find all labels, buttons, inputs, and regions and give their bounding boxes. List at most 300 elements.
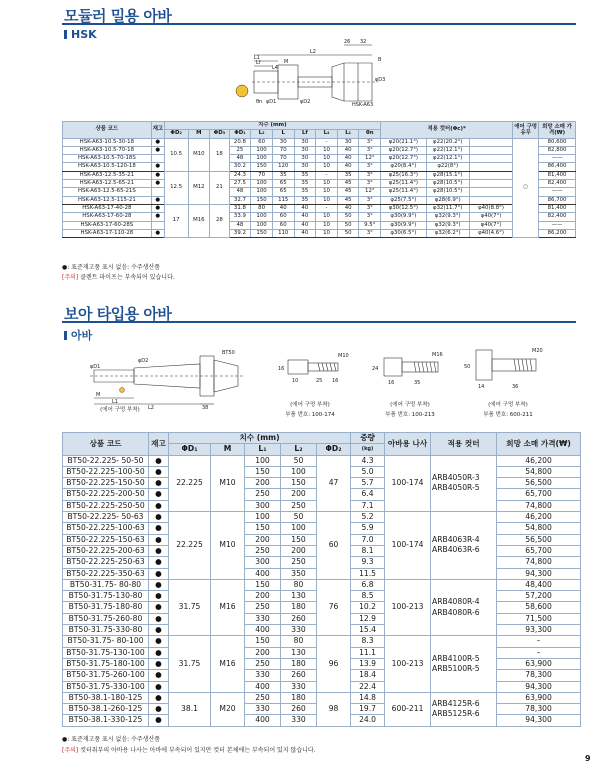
bolt-m10-dim-10: 10 (292, 378, 299, 384)
dim-lf: 40 (294, 229, 316, 237)
stock-mark: ● (149, 568, 169, 579)
section1-caution (62, 272, 175, 281)
dim-l1: 45 (337, 188, 359, 196)
bt-hdr-l1: L₁ (245, 444, 281, 455)
bt50-table-row (63, 692, 581, 703)
bolt-m16-part: 부품 번호: 100-213 (385, 412, 435, 418)
dim-l2: 180 (281, 658, 317, 669)
section2-caution-text: 컷터취부의 아바용 나사는 아바에 부속되어 있지만 컷터 본체에는 부속되어 있지 않습니다. (80, 747, 316, 754)
cutter-c3 (469, 146, 512, 154)
dim-d1: 33.9 (229, 213, 251, 221)
hdr-dims: 치수 (mm) (164, 122, 380, 130)
hdr-m: M (188, 130, 210, 138)
dim-l1: 40 (337, 204, 359, 212)
dim-d2: 17 (164, 204, 188, 237)
price: 54,800 (497, 466, 581, 477)
coolant-pipe-icon (236, 85, 248, 97)
dim-m: M16 (188, 204, 210, 237)
cutter-code: ARB4063R-6 (432, 545, 480, 555)
hdr-cutter: 적용 컷터(Φc)* (381, 122, 513, 139)
dim-d2: 60 (317, 512, 351, 580)
dim-l1: 150 (245, 636, 281, 647)
dim-l1: 250 (245, 489, 281, 500)
cutter-c3: φ40(4.6°) (469, 229, 512, 237)
price: 80,600 (539, 138, 576, 146)
bolt-m10-dim-16: 16 (278, 366, 285, 372)
stock-mark: ● (151, 163, 164, 171)
dim-lf: 35 (294, 196, 316, 204)
weight: 12.9 (351, 613, 385, 624)
dim-l: 35 (272, 171, 294, 179)
dim-d1: 24.3 (229, 171, 251, 179)
stock-mark: ● (151, 171, 164, 179)
stock-mark: ● (151, 196, 164, 204)
dim-l1: 50 (337, 213, 359, 221)
dim-l: 60 (272, 221, 294, 229)
product-code: BT50-31.75-260-100 (63, 670, 149, 681)
dim-d1: 31.8 (229, 204, 251, 212)
bolt-m20-drawing (462, 342, 552, 394)
dim-d1: 31.75 (169, 636, 211, 692)
weight: 6.8 (351, 579, 385, 590)
bt-hdr-weight: 중량 (351, 433, 385, 444)
dim-l1: 100 (245, 455, 281, 466)
dim-l2: 70 (251, 171, 273, 179)
weight: 18.4 (351, 670, 385, 681)
bt-hdr-cutter: 적용 컷터 (431, 433, 497, 456)
stock-mark: ● (151, 138, 164, 146)
product-code: HSK-A63-10.5-120-18 (63, 163, 152, 171)
drawing-label-l2: L2 (310, 49, 316, 55)
section1-title: 모듈러 밀용 아바 (64, 7, 172, 25)
stock-mark (151, 188, 164, 196)
bolt-m16-dim-24: 24 (372, 366, 379, 372)
dim-d2: 98 (317, 692, 351, 726)
dim-tn: 3° (359, 146, 381, 154)
price: – (497, 636, 581, 647)
price: 94,300 (497, 715, 581, 726)
hsk-table-row (63, 229, 576, 237)
price: 78,300 (497, 670, 581, 681)
arbor-nut: 100-213 (385, 579, 431, 635)
bt50-table-row (63, 579, 581, 590)
dim-l1: 250 (245, 658, 281, 669)
price: 65,700 (497, 489, 581, 500)
dim-l2: 330 (281, 715, 317, 726)
price: 82,400 (539, 180, 576, 188)
key-icon (120, 388, 125, 393)
dim-m: M16 (211, 636, 245, 692)
product-code: BT50-22.225- 50-50 (63, 455, 149, 466)
cutter-c2: φ22(12.1°) (426, 146, 469, 154)
weight: 4.3 (351, 455, 385, 466)
weight: 5.7 (351, 478, 385, 489)
dim-l1: 200 (245, 591, 281, 602)
hdr-l2: L₂ (251, 130, 273, 138)
cutter-c1: φ25(11.4°) (381, 188, 426, 196)
dim-l2: 200 (281, 489, 317, 500)
applicable-cutters (431, 636, 497, 692)
dim-l2: 150 (251, 229, 273, 237)
hdr-d2: ΦD₂ (164, 130, 188, 138)
dim-tn: 9.5° (359, 221, 381, 229)
cutter-c2: φ32(6.2°) (426, 229, 469, 237)
product-code: BT50-38.1-260-125 (63, 704, 149, 715)
bt50-table-row (63, 636, 581, 647)
bt-hdr-m: M (211, 444, 245, 455)
dim-l: 30 (272, 138, 294, 146)
cutter-code: ARB4125R-6 (432, 698, 480, 708)
dim-d1: 27.5 (229, 180, 251, 188)
bolt-m20-dim-14: 14 (478, 384, 485, 390)
stock-mark: ● (149, 557, 169, 568)
bt-hdr-d2: ΦD₂ (317, 444, 351, 455)
weight: 9.3 (351, 557, 385, 568)
product-code: BT50-22.225-250-50 (63, 500, 149, 511)
dim-d1: 32.7 (229, 196, 251, 204)
stock-mark: ● (149, 636, 169, 647)
dim-d2: 96 (317, 636, 351, 692)
arbor-label-m: M (96, 392, 101, 398)
dim-l2: 250 (281, 500, 317, 511)
cutter-c2: φ32(11.7°) (426, 204, 469, 212)
dim-l2: 130 (281, 647, 317, 658)
cutter-code: ARB4080R-4 (432, 597, 480, 607)
dim-d1: 48 (229, 188, 251, 196)
drawing-label-26: 26 (344, 39, 351, 45)
dim-d1: 39.2 (229, 229, 251, 237)
hsk-table-row (63, 171, 576, 179)
hdr-stock: 재고 (151, 122, 164, 139)
stock-mark: ● (149, 613, 169, 624)
hsk-table-row (63, 163, 576, 171)
weight: 15.4 (351, 625, 385, 636)
dim-l: 70 (272, 155, 294, 163)
dim-l2: 330 (281, 681, 317, 692)
product-code: BT50-22.225-200-50 (63, 489, 149, 500)
product-code: BT50-22.225-200-63 (63, 545, 149, 556)
price: 78,300 (497, 704, 581, 715)
cutter-c1: φ30(12.5°) (381, 204, 426, 212)
bt-hdr-price: 희망 소매 가격(₩) (497, 433, 581, 456)
arbor-label-d1: φD1 (90, 364, 101, 370)
cutter-c1: φ30(9.9°) (381, 221, 426, 229)
product-code: HSK-A63-12.5-65-21 (63, 180, 152, 188)
cutter-c1: φ20(12.7°) (381, 155, 426, 163)
bolt-m16-drawing (370, 348, 450, 388)
dim-m: M10 (211, 512, 245, 580)
drawing-label-hsk: HSK-A63 (352, 102, 374, 107)
product-code: BT50-31.75-330-80 (63, 625, 149, 636)
applicable-cutters (431, 455, 497, 511)
dim-m: M10 (211, 455, 245, 511)
dim-l: 40 (272, 204, 294, 212)
dim-lf: 30 (294, 146, 316, 154)
section2-caution-tag: [주의] (62, 747, 79, 754)
dim-d1: 48 (229, 155, 251, 163)
weight: 13.9 (351, 658, 385, 669)
price: 86,400 (539, 163, 576, 171)
dim-l2: 80 (281, 636, 317, 647)
stock-mark: ● (149, 579, 169, 590)
price: 82,400 (539, 213, 576, 221)
dim-l2: 100 (281, 523, 317, 534)
arbor-nut: 100-174 (385, 512, 431, 580)
dim-lf: 35 (294, 171, 316, 179)
product-code: BT50-22.225-250-63 (63, 557, 149, 568)
dim-l4: 10 (316, 188, 338, 196)
hdr-price: 희망 소매 가격(₩) (539, 122, 576, 139)
dim-l4: - (316, 138, 338, 146)
cutter-c2: φ22(8°) (426, 163, 469, 171)
dim-l2: 80 (251, 204, 273, 212)
hsk-table-row (63, 138, 576, 146)
hdr-tn: θn (359, 130, 381, 138)
dim-l1: 150 (245, 466, 281, 477)
price: 82,800 (539, 146, 576, 154)
drawing-label-d3: φD3 (375, 77, 386, 83)
dim-l1: 330 (245, 704, 281, 715)
bt50-table-body (63, 455, 581, 726)
arbor-nut: 600-211 (385, 692, 431, 726)
price: 46,200 (497, 455, 581, 466)
cutter-c2: φ28(10.5°) (426, 180, 469, 188)
stock-mark: ● (149, 591, 169, 602)
applicable-cutters (431, 512, 497, 580)
weight: 22.4 (351, 681, 385, 692)
product-code: BT50-22.225-100-63 (63, 523, 149, 534)
bolt-m10-caption: (에어 구멍 부착) (290, 402, 330, 408)
product-code: BT50-31.75-180-80 (63, 602, 149, 613)
hsk-table-row (63, 204, 576, 212)
stock-mark: ● (151, 204, 164, 212)
product-code: BT50-22.225-100-50 (63, 466, 149, 477)
bolt-m20-thread: M20 (532, 348, 543, 354)
dim-d1: 22.225 (169, 512, 211, 580)
stock-mark: ● (149, 670, 169, 681)
bolt-m20-dim-50: 50 (464, 364, 471, 370)
dim-l: 115 (272, 196, 294, 204)
product-code: BT50-31.75-130-80 (63, 591, 149, 602)
product-code: BT50-22.225-350-63 (63, 568, 149, 579)
air-hole-mark: ○ (513, 138, 539, 238)
weight: 6.4 (351, 489, 385, 500)
weight: 10.2 (351, 602, 385, 613)
dim-l1: 250 (245, 545, 281, 556)
cutter-c3: φ40(7°) (469, 221, 512, 229)
dim-l1: 300 (245, 500, 281, 511)
dim-l1: 330 (245, 670, 281, 681)
dim-l4: 10 (316, 146, 338, 154)
dim-l4: 10 (316, 180, 338, 188)
product-code: HSK-A63-10.5-30-18 (63, 138, 152, 146)
drawing-label-l4: L4 (272, 65, 278, 71)
dim-m: M20 (211, 692, 245, 726)
dim-d2: 76 (317, 579, 351, 635)
stock-mark: ● (149, 625, 169, 636)
bt-hdr-stock: 재고 (149, 433, 169, 456)
dim-l2: 330 (281, 625, 317, 636)
dim-l2: 350 (281, 568, 317, 579)
dim-l4: 10 (316, 221, 338, 229)
dim-l1: 45 (337, 180, 359, 188)
dim-l1: 200 (245, 647, 281, 658)
bolt-m16-thread: M16 (432, 352, 443, 358)
dim-l2: 100 (251, 221, 273, 229)
hdr-l4: L₄ (316, 130, 338, 138)
product-code: BT50-31.75-130-100 (63, 647, 149, 658)
product-code: BT50-31.75-260-80 (63, 613, 149, 624)
dim-m: M10 (188, 138, 210, 171)
dim-l4: 10 (316, 163, 338, 171)
stock-mark: ● (149, 500, 169, 511)
dim-l1: 40 (337, 163, 359, 171)
stock-mark (151, 221, 164, 229)
dim-l1: 330 (245, 613, 281, 624)
dim-l2: 260 (281, 704, 317, 715)
section2-legend: ●: 표준재고품 표시 없음: 수주생산품 (62, 736, 161, 743)
dim-l1: 50 (337, 221, 359, 229)
stock-mark: ● (151, 146, 164, 154)
dim-l: 65 (272, 188, 294, 196)
dim-l1: 400 (245, 715, 281, 726)
cutter-c1: φ30(6.5°) (381, 229, 426, 237)
hsk-table-row (63, 213, 576, 221)
stock-mark: ● (149, 602, 169, 613)
cutter-c1: φ30(9.9°) (381, 213, 426, 221)
dim-l4: - (316, 171, 338, 179)
arbor-label-l2: L2 (148, 405, 154, 411)
dim-l2: 60 (251, 138, 273, 146)
dim-l: 65 (272, 180, 294, 188)
price: —— (539, 188, 576, 196)
section1-caution-text: 클렌트 파이프는 부속되어 있습니다. (80, 274, 175, 281)
dim-tn: 3° (359, 163, 381, 171)
bolt-m16-dim-35: 35 (414, 380, 421, 386)
dim-l2: 180 (281, 602, 317, 613)
product-code: HSK-A63-12.5-115-21 (63, 196, 152, 204)
hsk-table-row (63, 188, 576, 196)
section1-subtitle-text: HSK (71, 28, 97, 41)
dim-lf: 30 (294, 155, 316, 163)
dim-d1: 30.2 (229, 163, 251, 171)
cutter-c1: φ25(11.4°) (381, 180, 426, 188)
price: 86,700 (539, 196, 576, 204)
bolt-m10-dim-16b: 16 (332, 378, 339, 384)
cutter-c1: φ20(8.4°) (381, 163, 426, 171)
bt-hdr-weight-unit: (kg) (351, 444, 385, 455)
stock-mark: ● (149, 681, 169, 692)
weight: 11.1 (351, 647, 385, 658)
hdr-l1: L₁ (337, 130, 359, 138)
drawing-label-d1: φD1 (266, 99, 277, 105)
dim-d2: 10.5 (164, 138, 188, 171)
cutter-c2: φ22(12.1°) (426, 155, 469, 163)
drawing-label-lf: Lf (256, 60, 261, 66)
stock-mark: ● (151, 213, 164, 221)
cutter-c2: φ28(10.5°) (426, 188, 469, 196)
dim-tn: 3° (359, 229, 381, 237)
dim-tn: 12° (359, 188, 381, 196)
dim-l2: 80 (281, 579, 317, 590)
dim-l4: 10 (316, 229, 338, 237)
bt50-table-row (63, 455, 581, 466)
cutter-code: ARB4050R-5 (432, 483, 480, 493)
dim-l2: 250 (281, 557, 317, 568)
cutter-c1: φ25(16.3°) (381, 171, 426, 179)
hsk-table-row (63, 180, 576, 188)
bolt-m16-caption: (에어 구멍 부착) (390, 402, 430, 408)
price: 56,500 (497, 534, 581, 545)
hsk-table-body (63, 138, 576, 238)
price: 81,400 (539, 204, 576, 212)
product-code: BT50-38.1-180-125 (63, 692, 149, 703)
cutter-code: ARB4063R-4 (432, 535, 480, 545)
arbor-label-38: 38 (202, 405, 209, 411)
dim-l1: 150 (245, 523, 281, 534)
arbor-caption: (에어 구멍 부착) (100, 407, 140, 413)
stock-mark: ● (149, 523, 169, 534)
stock-mark: ● (149, 692, 169, 703)
dim-l: 120 (272, 163, 294, 171)
price: 65,700 (497, 545, 581, 556)
hsk-table-row (63, 155, 576, 163)
price: – (497, 647, 581, 658)
dim-l2: 200 (281, 545, 317, 556)
bt50-table-row (63, 512, 581, 523)
product-code: BT50-22.225- 50-63 (63, 512, 149, 523)
weight: 5.0 (351, 466, 385, 477)
cutter-c3 (469, 155, 512, 163)
arbor-label-d2: φD2 (138, 358, 149, 364)
dim-l2: 100 (251, 188, 273, 196)
weight: 8.1 (351, 545, 385, 556)
weight: 11.5 (351, 568, 385, 579)
stock-mark: ● (149, 489, 169, 500)
hdr-code: 상품 코드 (63, 122, 152, 139)
dim-l1: 40 (337, 155, 359, 163)
dim-d3: 21 (210, 171, 229, 204)
price: —— (539, 155, 576, 163)
dim-d1: 31.75 (169, 579, 211, 635)
dim-lf: 35 (294, 188, 316, 196)
product-code: HSK-A63-17-60-28 (63, 213, 152, 221)
product-code: HSK-A63-10.5-70-18 (63, 146, 152, 154)
drawing-label-d2: φD2 (300, 99, 311, 105)
price: —— (539, 221, 576, 229)
section1-subtitle (64, 28, 97, 41)
price: 56,500 (497, 478, 581, 489)
stock-mark: ● (149, 647, 169, 658)
hsk-table-row (63, 196, 576, 204)
dim-tn: 3° (359, 196, 381, 204)
bolt-m20-caption: (에어 구멍 부착) (488, 402, 528, 408)
cutter-code: ARB4100R-5 (432, 653, 480, 663)
dim-l4: 10 (316, 155, 338, 163)
stock-mark: ● (149, 658, 169, 669)
cutter-c2: φ22(20.2°) (426, 138, 469, 146)
cutter-c3 (469, 188, 512, 196)
stock-mark: ● (151, 229, 164, 237)
dim-lf: 30 (294, 138, 316, 146)
weight: 7.1 (351, 500, 385, 511)
dim-l2: 150 (251, 163, 273, 171)
cutter-c2: φ32(9.3°) (426, 213, 469, 221)
dim-l1: 300 (245, 557, 281, 568)
product-code: BT50-22.225-150-50 (63, 478, 149, 489)
product-code: BT50-31.75-330-100 (63, 681, 149, 692)
bolt-m20-dim-36: 36 (512, 384, 519, 390)
